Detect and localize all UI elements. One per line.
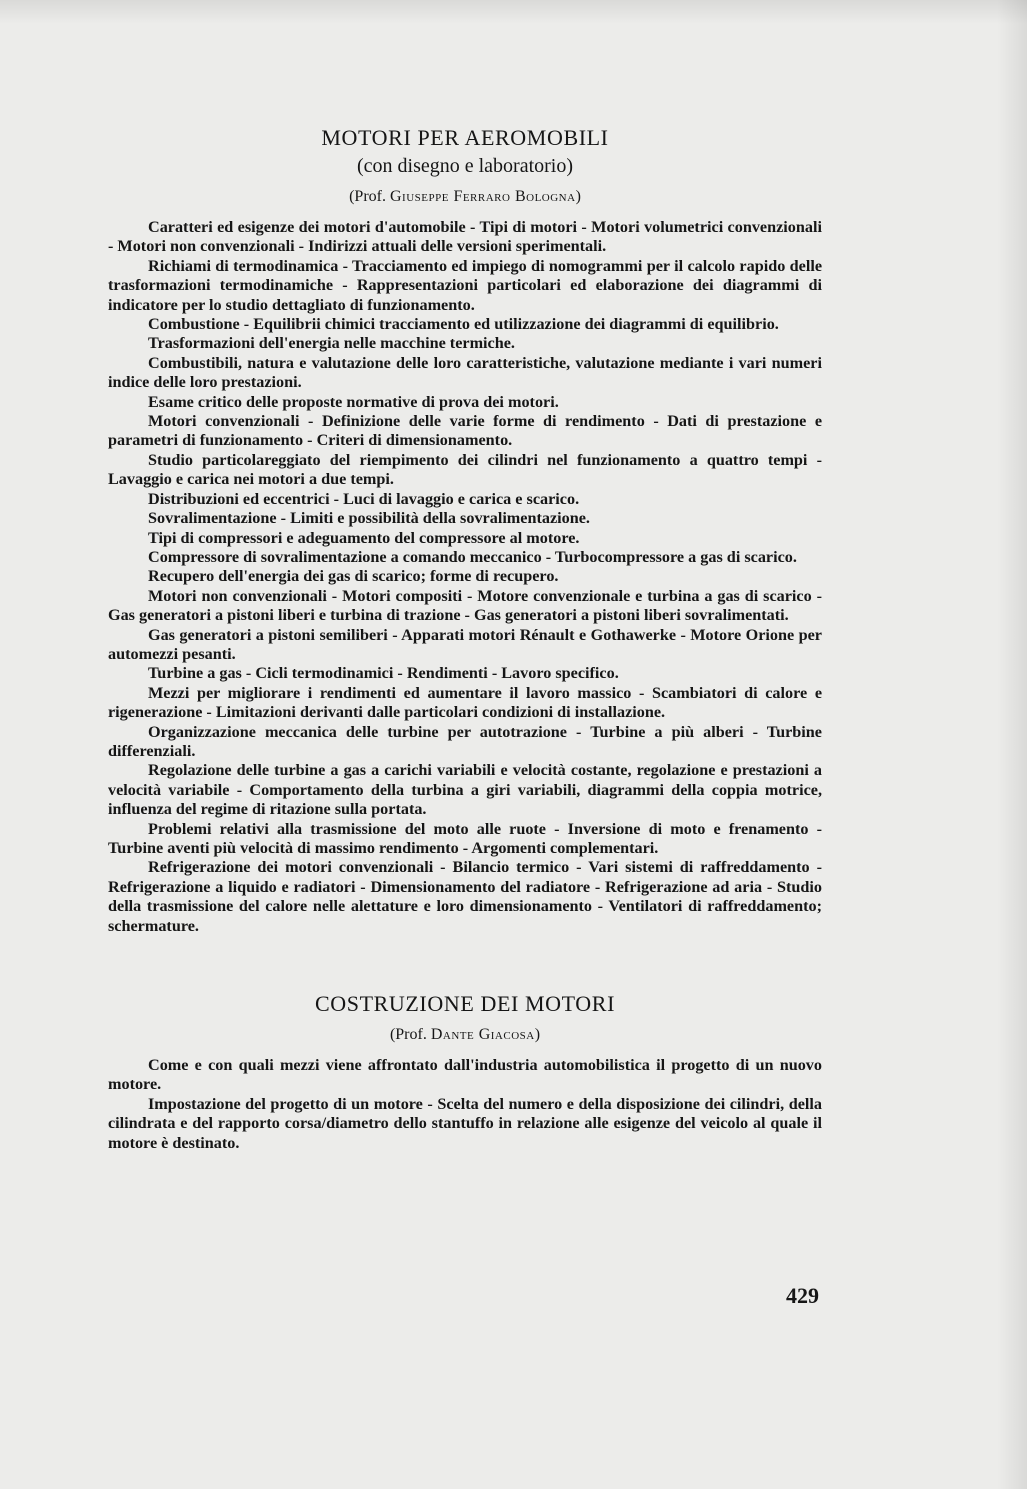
page-number: 429 [786,1283,819,1308]
section2-body [108,1056,822,1153]
content-area [108,124,822,1153]
paragraph: Sovralimentazione - Limiti e possibilità della sovralimentazione. [148,509,590,528]
paragraph: Richiami di termodinamica - Tracciamento ed impiego di nomogrammi per il calcolo rapido delle trasformazioni termodinamiche - Rappresentazioni particolari ed elaborazione dei diagrammi di indicatore per lo studio dettagliato di funzionamento. [108,256,822,314]
paragraph: Motori convenzionali - Definizione delle varie forme di rendimento - Dati di prestazione e parametri di funzionamento - Criteri di dimensionamento. [108,412,822,450]
paragraph: Problemi relativi alla trasmissione del moto alle ruote - Inversione di moto e frenamento - Turbine aventi più velocità di massimo rendimento - Argomenti complementari. [108,819,822,857]
section1-body [108,218,822,936]
paragraph: Distribuzioni ed eccentrici - Luci di lavaggio e carica e scarico. [148,489,580,508]
paragraph: Motori non convenzionali - Motori compositi - Motore convenzionale e turbina a gas di scarico - Gas generatori a pistoni liberi e turbina di trazione - Gas generatori a pistoni liberi sovralimentati. [108,586,822,625]
section-title-motori-aeromobili: MOTORI PER AEROMOBILI [321,125,609,150]
paragraph: Mezzi per migliorare i rendimenti ed aumentare il lavoro massico - Scambiatori di calore e rigenerazione - Limitazioni derivanti dalle particolari condizioni di installazione. [108,683,822,722]
professor-line [108,1022,822,1048]
paragraph: Recupero dell'energia dei gas di scarico; forme di recupero. [148,567,559,586]
prof-prefix: (Prof. [389,1026,427,1044]
scan-shadow-right [997,0,1027,1489]
paragraph: Combustibili, natura e valutazione delle loro caratteristiche, valutazione mediante i vari numeri indice delle loro prestazioni. [108,353,822,392]
prof-suffix: ) [575,188,581,205]
prof-prefix: (Prof. [349,188,386,205]
section-title-costruzione-motori: COSTRUZIONE DEI MOTORI [314,991,615,1017]
paragraph: Gas generatori a pistoni semiliberi - Apparati motori Rénault e Gothawerke - Motore Orione per automezzi pesanti. [108,625,822,663]
prof-suffix: ) [534,1026,541,1044]
paragraph: Regolazione delle turbine a gas a carichi variabili e velocità costante, regolazione e prestazioni a velocità variabile - Comportamento della turbina a giri variabili, diagrammi della coppia motrice, influenza del regime di ritazione sulla portata. [108,761,822,819]
professor-name: Dante Giacosa [430,1026,535,1044]
paragraph: Impostazione del progetto di un motore - Scelta del numero e della disposizione dei cilindri, della cilindrata e del rapporto corsa/diametro dello stantuffo in relazione alle esigenze del veicolo al quale il motore è destinato. [108,1094,822,1152]
professor-name: Giuseppe Ferraro Bologna [389,188,576,205]
paragraph: Compressore di sovralimentazione a comando meccanico - Turbocompressore a gas di scarico. [148,547,797,566]
paragraph: Trasformazioni dell'energia nelle macchine termiche. [148,334,515,353]
professor-line [108,184,822,210]
paragraph: Combustione - Equilibrii chimici tracciamento ed utilizzazione dei diagrammi di equilibrio. [148,315,779,334]
paragraph: Esame critico delle proposte normative di prova dei motori. [148,392,559,411]
scan-shadow-top [0,0,1027,24]
paragraph: Refrigerazione dei motori convenzionali - Bilancio termico - Vari sistemi di raffreddamento - Refrigerazione a liquido e radiatori - Dimensionamento del radiatore - Refrigerazione ad aria - Studio della trasmissione del calore nelle alettature e loro dimensionamento - Ventilatori di raffreddamento; schermature. [108,858,822,935]
paragraph: Turbine a gas - Cicli termodinamici - Rendimenti - Lavoro specifico. [148,664,619,683]
paragraph: Caratteri ed esigenze dei motori d'automobile - Tipi di motori - Motori volumetrici convenzionali - Motori non convenzionali - Indirizzi attuali delle versioni sperimentali. [108,218,822,256]
paragraph: Organizzazione meccanica delle turbine per autotrazione - Turbine a più alberi - Turbine differenziali. [108,722,822,760]
paragraph: Studio particolareggiato del riempimento dei cilindri nel funzionamento a quattro tempi - Lavaggio e carica nei motori a due tempi. [108,450,822,489]
paragraph: Tipi di compressori e adeguamento del compressore al motore. [148,528,580,547]
paragraph: Come e con quali mezzi viene affrontato dall'industria automobilistica il progetto di un nuovo motore. [108,1056,822,1094]
section-subtitle: (con disegno e laboratorio) [356,155,574,177]
